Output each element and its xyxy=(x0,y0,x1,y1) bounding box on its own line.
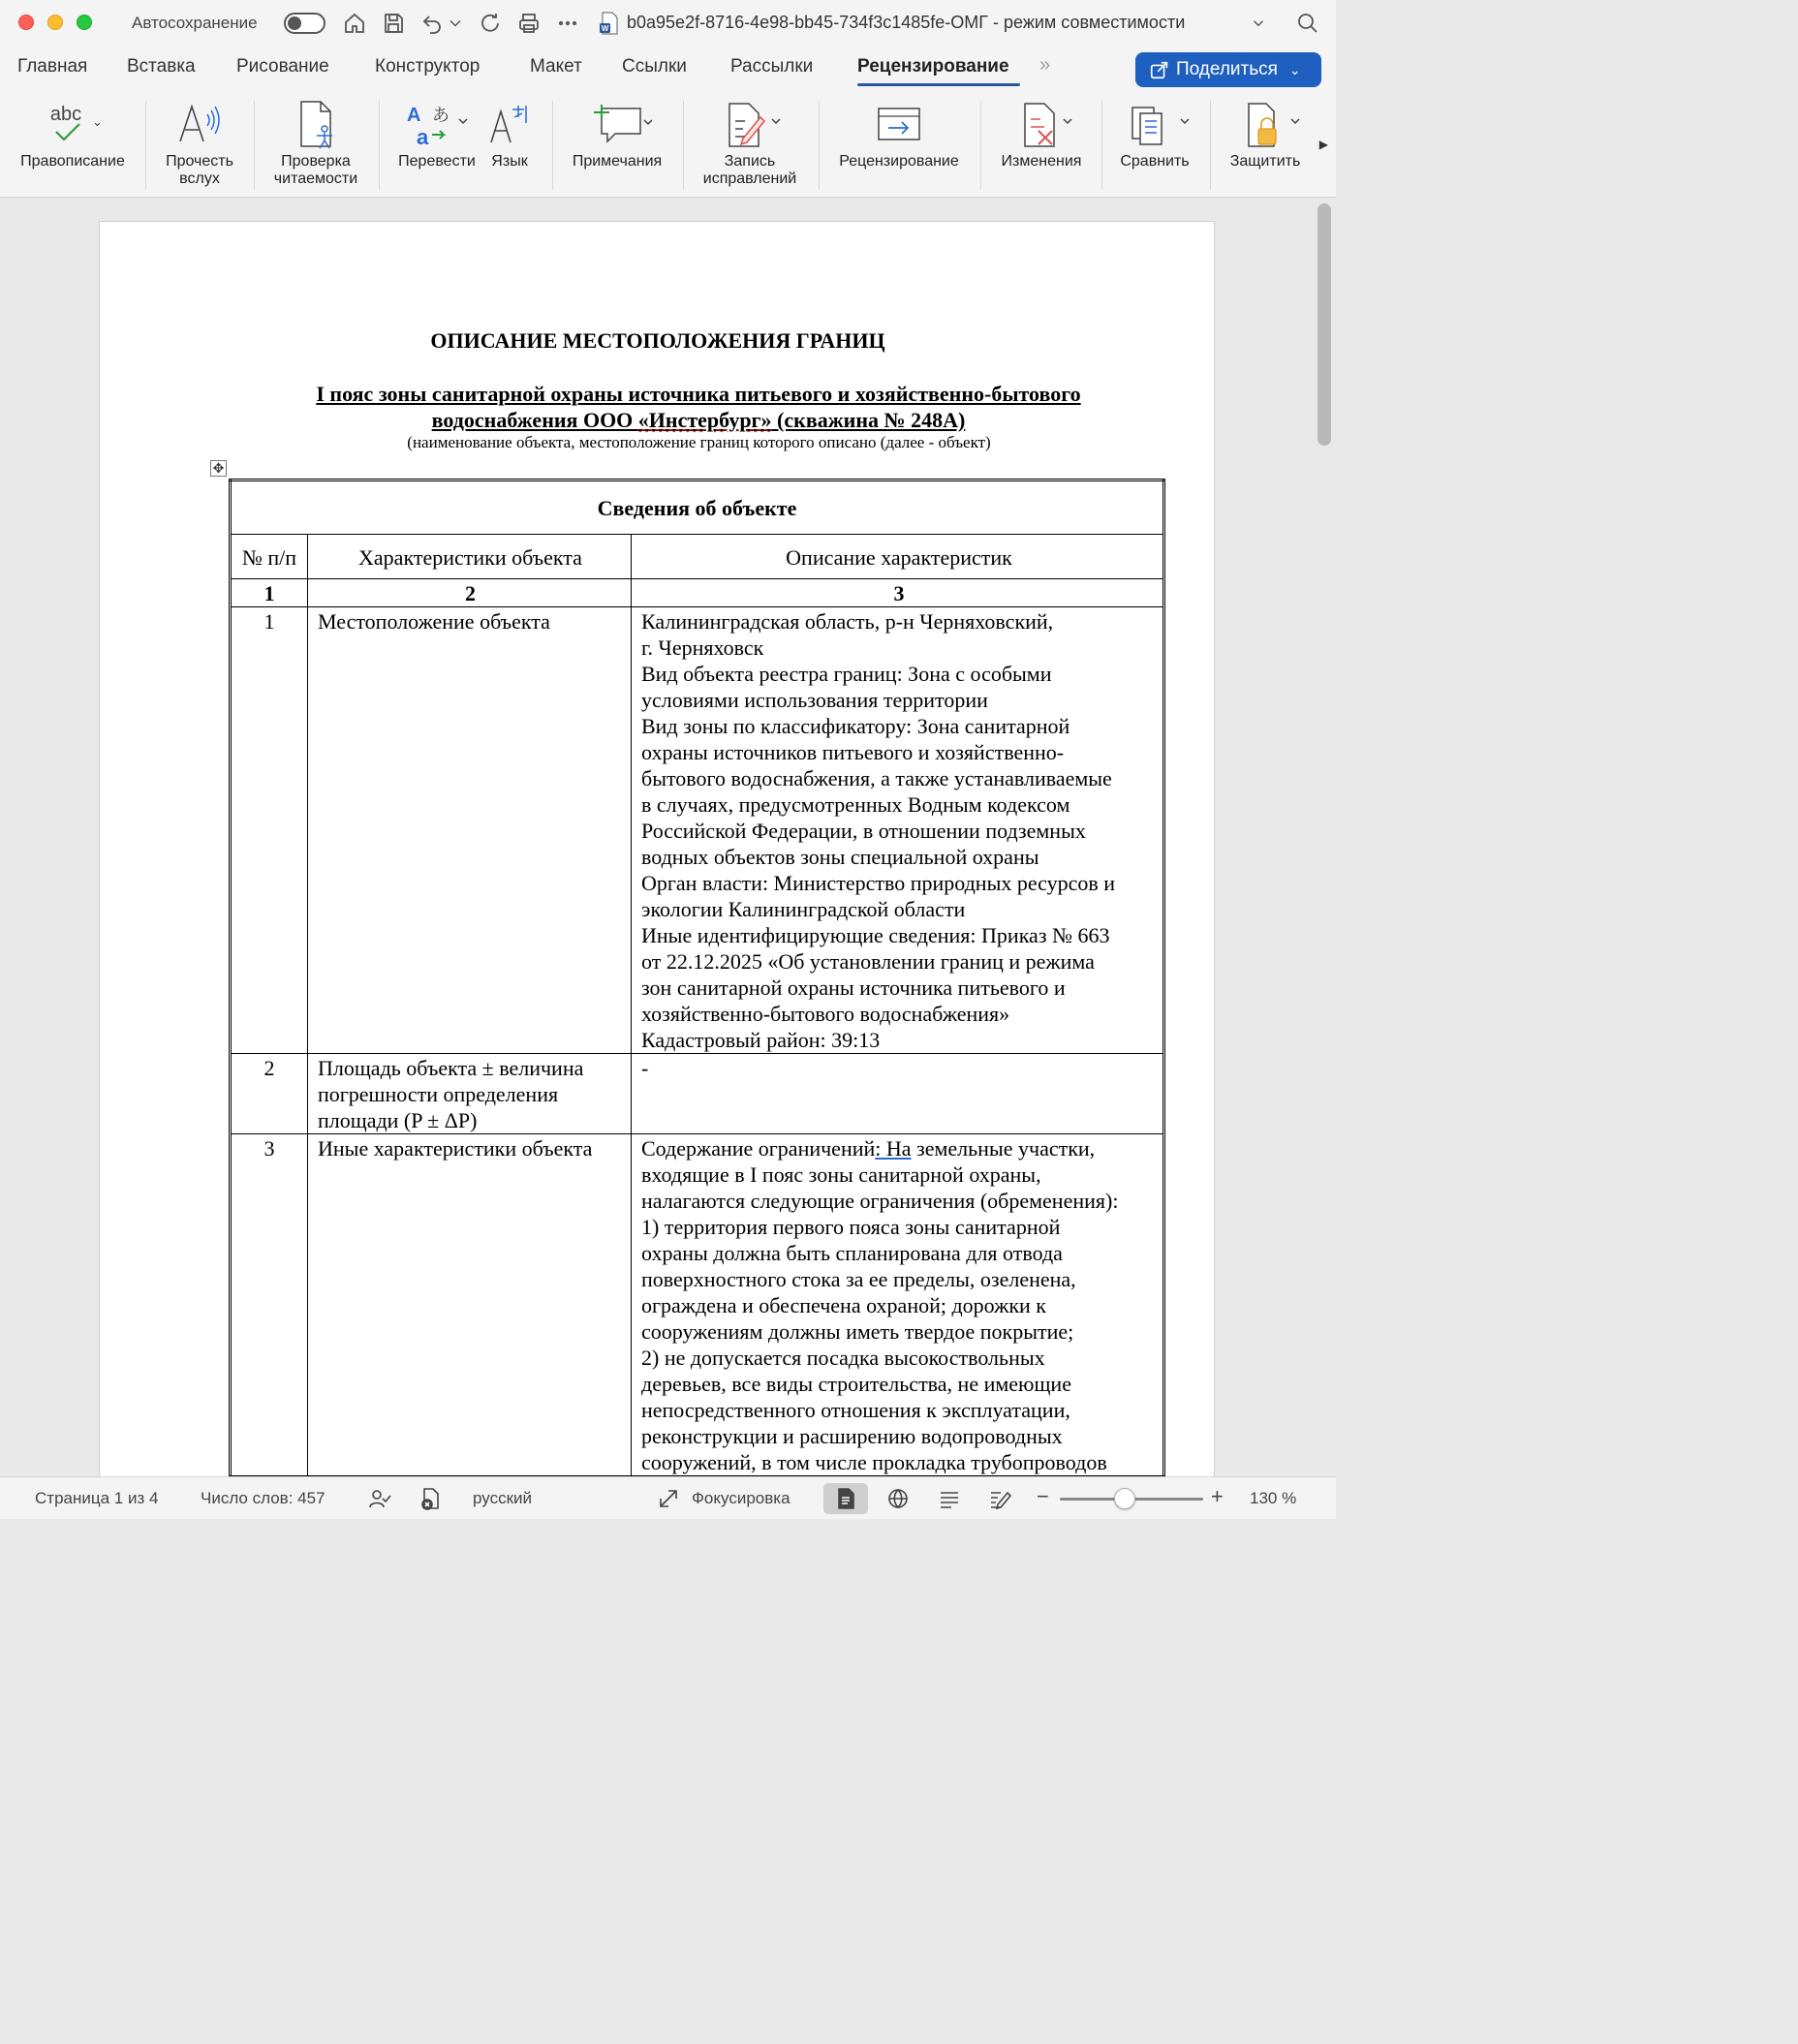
reviewing-pane-button[interactable] xyxy=(831,99,967,170)
close-window-button[interactable] xyxy=(18,15,34,30)
desc-line: входящие в I пояс зоны санитарной охраны, xyxy=(641,1162,1041,1187)
translate-button[interactable] xyxy=(392,99,481,170)
row-characteristic: Иные характеристики объекта xyxy=(308,1134,632,1477)
zoom-percentage[interactable]: 130 % xyxy=(1250,1489,1297,1507)
translate-icon xyxy=(403,100,471,150)
desc-line: Вид объекта реестра границ: Зона с особыми xyxy=(641,662,1052,686)
read-aloud-icon xyxy=(174,101,225,149)
zoom-window-button[interactable] xyxy=(77,15,92,30)
language-status[interactable]: русский xyxy=(473,1489,533,1507)
title-chevron-down-icon[interactable] xyxy=(1250,10,1267,37)
page-count[interactable]: Страница 1 из 4 xyxy=(35,1489,159,1507)
document-page[interactable] xyxy=(99,221,1215,1476)
compare-icon xyxy=(1119,100,1191,150)
desc-line: Иные идентифицирующие сведения: Приказ № 663 xyxy=(641,923,1110,947)
desc-line: ограждена и обеспечена охраной; дорожки к xyxy=(641,1293,1046,1317)
minimize-window-button[interactable] xyxy=(47,15,63,30)
desc-line: 2) не допускается посадка высокоствольных xyxy=(641,1346,1045,1370)
reviewing-label: Рецензирование xyxy=(839,153,959,170)
desc-line: деревьев, все виды строительства, не имеющие xyxy=(641,1372,1071,1396)
desc-line: в случаях, предусмотренных Водным кодексом xyxy=(641,792,1070,817)
row-number: 3 xyxy=(231,1134,308,1477)
read-aloud-label: Прочесть вслух xyxy=(166,153,233,187)
object-info-table xyxy=(229,479,1165,1476)
word-document-icon xyxy=(600,12,619,35)
desc-line: бытового водоснабжения, а также устанавливаемые xyxy=(641,766,1112,790)
desc-line: условиями использования территории xyxy=(641,688,988,712)
ribbon-scroll-right-icon[interactable]: ▶ xyxy=(1318,138,1328,151)
desc-line: хозяйственно-бытового водоснабжения» xyxy=(641,1002,1010,1026)
accessibility-label: Проверка читаемости xyxy=(273,153,358,187)
outline-view-icon[interactable] xyxy=(938,1487,963,1510)
tab-references[interactable]: Ссылки xyxy=(622,56,687,77)
status-bar xyxy=(0,1476,1336,1519)
table-caption: Сведения об объекте xyxy=(231,480,1164,535)
active-tab-indicator xyxy=(857,83,1020,86)
desc-line: сооружениям должны иметь твердое покрытие; xyxy=(641,1319,1074,1344)
tab-mailings[interactable]: Рассылки xyxy=(730,56,814,77)
desc-line: налагаются следующие ограничения (обременения): xyxy=(641,1189,1119,1213)
share-label: Поделиться xyxy=(1176,59,1278,79)
zoom-out-button[interactable]: − xyxy=(1037,1484,1049,1508)
row-description xyxy=(632,607,1164,1054)
autosave-label: Автосохранение xyxy=(132,14,258,32)
ribbon-separator xyxy=(1101,101,1102,190)
accessibility-icon xyxy=(294,100,338,150)
zoom-in-button[interactable]: + xyxy=(1211,1484,1224,1508)
track-changes-label: Запись исправлений xyxy=(702,153,797,187)
table-move-handle-icon[interactable]: ✥ xyxy=(210,460,227,477)
desc-line: Калининградская область, р-н Черняховский, xyxy=(641,609,1054,634)
svg-text:a: a xyxy=(417,125,429,149)
word-count[interactable]: Число слов: 457 xyxy=(201,1489,326,1507)
ribbon-separator xyxy=(145,101,146,190)
table-header-characteristic: Характеристики объекта xyxy=(308,535,632,579)
undo-dropdown-icon[interactable] xyxy=(446,10,465,37)
svg-text:abc: abc xyxy=(49,104,82,125)
ribbon-separator xyxy=(819,101,820,190)
spelling-dropdown-icon[interactable]: ⌄ xyxy=(92,114,103,129)
track-changes-button[interactable] xyxy=(694,99,806,188)
tab-insert[interactable]: Вставка xyxy=(127,56,196,77)
tab-layout[interactable]: Макет xyxy=(530,56,582,77)
desc-line: экологии Калининградской области xyxy=(641,897,966,921)
row-characteristic: Местоположение объекта xyxy=(308,607,632,1054)
compare-label: Сравнить xyxy=(1120,153,1190,170)
comments-button[interactable] xyxy=(564,99,670,170)
more-icon[interactable] xyxy=(554,10,581,37)
protect-label: Защитить xyxy=(1229,153,1301,170)
changes-icon xyxy=(1008,100,1075,150)
ribbon-separator xyxy=(254,101,255,190)
language-icon xyxy=(487,100,532,150)
desc-line: Вид зоны по классификатору: Зона санитарной xyxy=(641,714,1070,738)
draft-view-icon[interactable] xyxy=(988,1487,1013,1510)
accessibility-check-button[interactable] xyxy=(264,99,368,188)
search-icon[interactable] xyxy=(1294,10,1321,37)
print-layout-icon[interactable] xyxy=(834,1487,859,1510)
desc-line: - xyxy=(641,1056,649,1080)
document-heading: ОПИСАНИЕ МЕСТОПОЛОЖЕНИЯ ГРАНИЦ xyxy=(430,328,885,353)
translate-label: Перевести xyxy=(398,153,476,170)
reviewing-pane-icon xyxy=(875,101,923,149)
desc-line xyxy=(641,1135,1157,1161)
row-characteristic: Площадь объекта ± величина погрешности определения площади (P ± ΔP) xyxy=(308,1054,632,1134)
undo-icon[interactable] xyxy=(418,10,446,37)
subheading-line-1: I пояс зоны санитарной охраны источника питьевого и хозяйственно-бытового xyxy=(316,382,1081,406)
redo-icon[interactable] xyxy=(477,10,504,37)
comments-label: Примечания xyxy=(572,153,663,170)
desc-line: 1) территория первого пояса зоны санитарной xyxy=(641,1215,1061,1239)
document-title[interactable]: b0a95e2f-8716-4e98-bb45-734f3c1485fe-ОМГ - режим совместимости xyxy=(627,13,1186,32)
tab-home[interactable]: Главная xyxy=(17,56,88,77)
row-number: 2 xyxy=(231,1054,308,1134)
table-row xyxy=(231,607,1164,1054)
desc-line: Российской Федерации, в отношении подземных xyxy=(641,819,1086,843)
desc-line: непосредственного отношения к эксплуатации, xyxy=(641,1398,1070,1422)
desc-line: охраны должна быть спланирована для отвода xyxy=(641,1241,1063,1265)
table-row xyxy=(231,1054,1164,1134)
desc-line: от 22.12.2025 «Об установлении границ и режима xyxy=(641,949,1095,974)
compare-button[interactable] xyxy=(1110,99,1199,170)
read-aloud-button[interactable] xyxy=(155,99,244,188)
zoom-slider-knob[interactable] xyxy=(1114,1488,1135,1509)
desc-line: реконструкции и расширению водопроводных xyxy=(641,1424,1063,1448)
svg-text:W: W xyxy=(601,24,609,33)
document-canvas[interactable] xyxy=(0,198,1336,1476)
table-header-number: № п/п xyxy=(231,535,308,579)
accessibility-status-icon[interactable] xyxy=(418,1487,444,1510)
document-note: (наименование объекта, местоположение границ которого описано (далее - объект) xyxy=(407,433,991,451)
desc-fragment: земельные участки, xyxy=(911,1136,1096,1161)
ribbon-separator xyxy=(1210,101,1211,190)
share-icon xyxy=(1149,59,1170,80)
ribbon-separator xyxy=(379,101,380,190)
table-colnum-2: 2 xyxy=(308,579,632,607)
desc-line: Орган власти: Министерство природных ресурсов и xyxy=(641,871,1116,895)
desc-line: поверхностного стока за ее пределы, озеленена, xyxy=(641,1267,1076,1291)
tab-design[interactable]: Конструктор xyxy=(375,56,480,77)
proofing-icon[interactable] xyxy=(368,1487,393,1510)
row-description xyxy=(632,1054,1164,1134)
ribbon-separator xyxy=(980,101,981,190)
desc-line: охраны источников питьевого и хозяйственно- xyxy=(641,740,1065,764)
share-chevron-icon: ⌄ xyxy=(1288,61,1301,77)
track-changes-icon xyxy=(716,100,784,150)
tab-review[interactable]: Рецензирование xyxy=(857,56,1009,77)
table-colnum-3: 3 xyxy=(632,579,1164,607)
ribbon-separator xyxy=(552,101,553,190)
lock-icon xyxy=(1229,100,1301,150)
vertical-scrollbar[interactable] xyxy=(1318,203,1331,446)
comment-icon xyxy=(582,101,652,149)
desc-line: зон санитарной охраны источника питьевого и xyxy=(641,976,1066,1000)
web-layout-icon[interactable] xyxy=(886,1487,912,1510)
changes-button[interactable] xyxy=(992,99,1091,170)
autosave-toggle[interactable] xyxy=(284,13,326,34)
save-icon[interactable] xyxy=(380,10,407,37)
spelling-button[interactable] xyxy=(17,99,128,170)
desc-line: сооружений, в том числе прокладка трубопроводов xyxy=(641,1450,1107,1474)
home-icon[interactable] xyxy=(341,10,368,37)
table-colnum-1: 1 xyxy=(231,579,308,607)
title-bar xyxy=(0,0,1336,46)
tab-draw[interactable]: Рисование xyxy=(236,56,329,77)
desc-line: водных объектов зоны специальной охраны xyxy=(641,845,1039,869)
more-tabs-icon[interactable]: » xyxy=(1039,54,1051,76)
subheading-line-2a: водоснабжения ООО xyxy=(431,408,638,432)
language-label: Язык xyxy=(491,153,528,170)
language-button[interactable] xyxy=(484,99,535,170)
svg-text:A: A xyxy=(407,105,421,126)
focus-icon[interactable] xyxy=(657,1487,682,1510)
row-number: 1 xyxy=(231,607,308,1054)
print-icon[interactable] xyxy=(515,10,542,37)
desc-fragment: Содержание ограничений xyxy=(641,1136,876,1161)
desc-fragment-flagged: : На xyxy=(875,1136,912,1161)
focus-mode-button[interactable]: Фокусировка xyxy=(692,1489,790,1507)
subheading-line-2c: (скважина № 248А) xyxy=(771,408,966,432)
document-subheading xyxy=(245,381,1152,433)
protect-button[interactable] xyxy=(1219,99,1312,170)
desc-line: г. Черняховск xyxy=(641,635,764,660)
row-description xyxy=(632,1134,1164,1477)
share-button[interactable] xyxy=(1135,52,1321,87)
spelling-label: Правописание xyxy=(20,153,125,170)
table-row xyxy=(231,1134,1164,1477)
subheading-company-name: «Инстербург» xyxy=(637,408,772,432)
table-header-description: Описание характеристик xyxy=(632,535,1164,579)
desc-line: Кадастровый район: 39:13 xyxy=(641,1028,881,1052)
ribbon-separator xyxy=(683,101,684,190)
changes-label: Изменения xyxy=(1001,153,1082,170)
svg-text:あ: あ xyxy=(432,106,450,126)
